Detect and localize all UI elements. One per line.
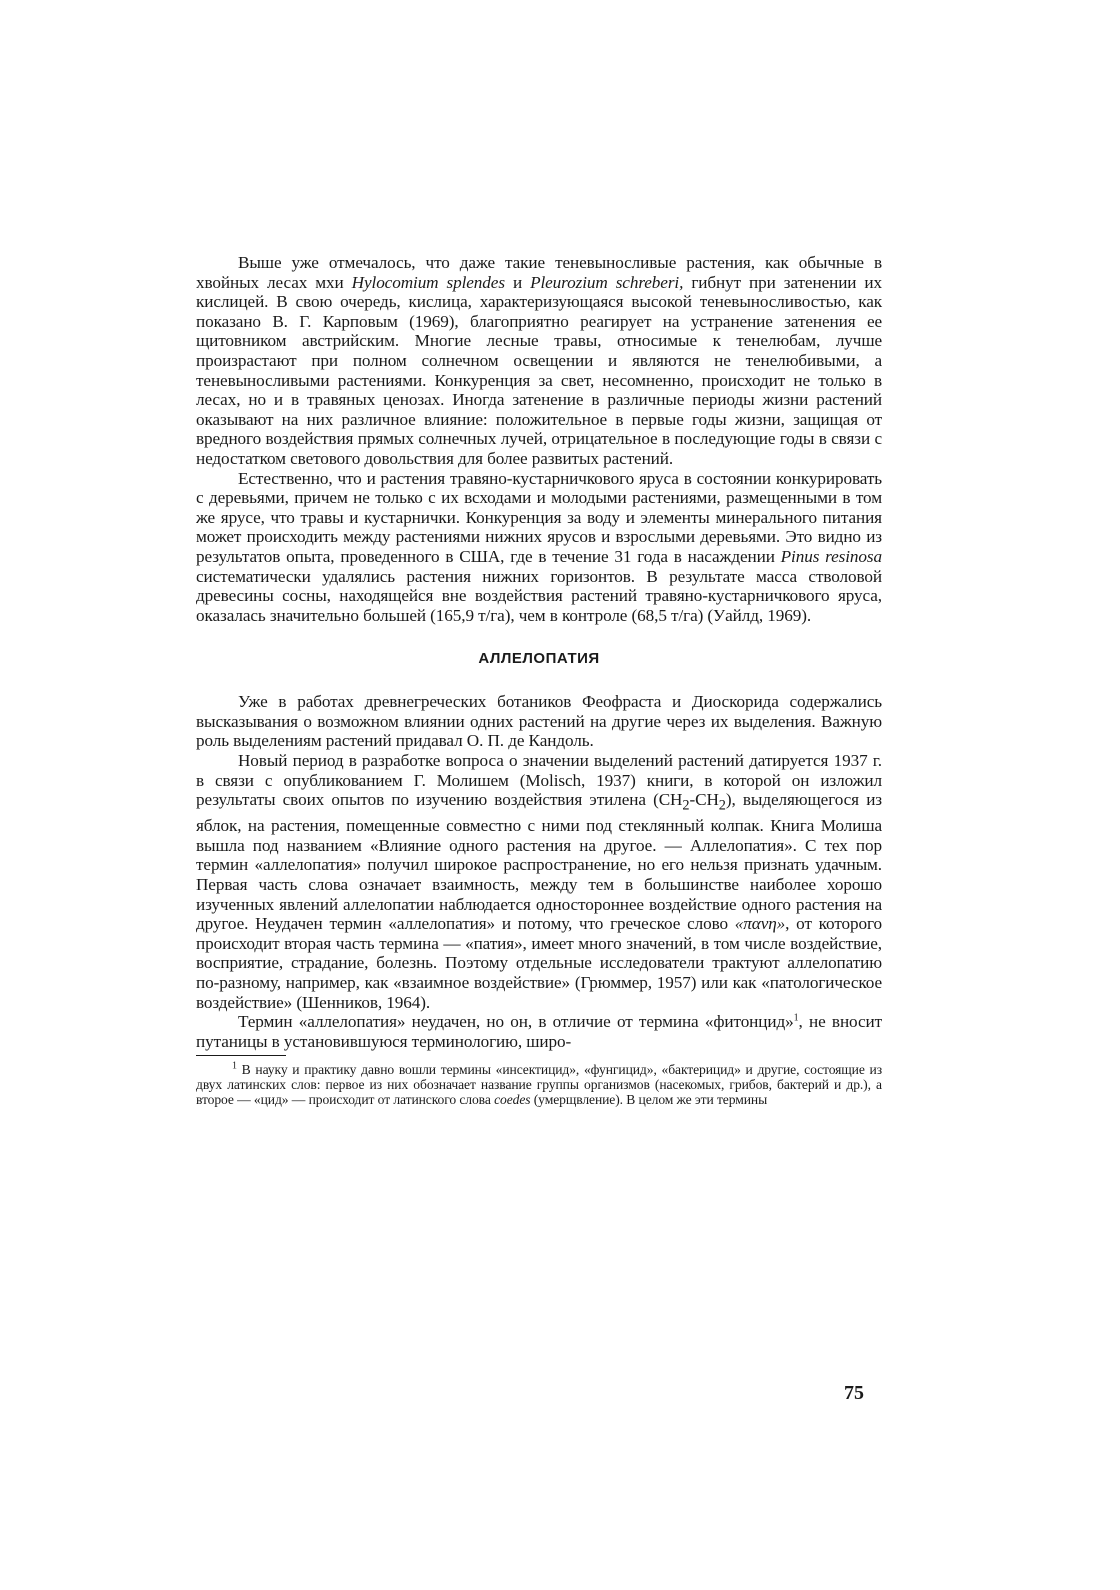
- paragraph: Новый период в разработке вопроса о значении выделений растений датируется 1937 г. в связи с опубликованием Г. Молишем (Molisch, 1937) книги, в которой он изложил результаты своих опытов по изучению воздействия этилена $(CH_2-CH_2)$, выделяющегося из яблок, на растения, помещенные совместно с ними под стеклянный колпак. Книга Молиша вышла под названием «Влияние одного растения на другое. — Аллелопатия». С тех пор термин «аллелопатия» получил широкое распространение, но его нельзя признать удачным. Первая часть слова означает взаимность, между тем в большинстве наиболее хорошо изученных явлений аллелопатии наблюдается одностороннее воздействие одного растения на другое. Неудачен термин «аллелопатия» и потому, что греческое слово «παvη», от которого происходит вторая часть термина — «патия», имеет много значений, в том числе воздействие, восприятие, страдание, болезнь. Поэтому отдельные исследователи трактуют аллелопатию по-разному, например, как «взаимное воздействие» (Грюммер, 1957) или как «патологическое воздействие» (Шенников, 1964).: [196, 751, 882, 1012]
- paragraph: Термин «аллелопатия» неудачен, но он, в отличие от термина «фитонцид»$^1$, не вносит путаницы в установившуюся терминологию, широ-: [196, 1012, 883, 1051]
- footnote-divider: [196, 1055, 286, 1056]
- section-heading: АЛЛЕЛОПАТИЯ: [478, 650, 600, 668]
- page-body: [196, 253, 882, 1107]
- paragraph: Выше уже отмечалось, что даже такие теневыносливые растения, как обычные в хвойных лесах мхи Hylocomium splendes и Pleurozium schreberi, гибнут при затенении их кислицей. В свою очередь, кислица, характеризующаяся высокой теневыносливостью, как показано В. Г. Карповым (1969), благоприятно реагирует на устранение затенения ее щитовником австрийским. Многие лесные травы, относимые к тенелюбам, лучше произрастают при полном солнечном освещении и являются не тенелюбивыми, а теневыносливыми растениями. Конкуренция за свет, несомненно, происходит не только в лесах, но и в травяных ценозах. Иногда затенение в различные периоды жизни растений оказывают на них различное влияние: положительное в первые годы жизни, защищая от вредного воздействия прямых солнечных лучей, отрицательное в последующие годы в связи с недостатком светового довольствия для более развитых растений.: [196, 253, 883, 468]
- paragraph: Уже в работах древнегреческих ботаников Феофраста и Диоскорида содержались высказывания о возможном влиянии одних растений на другие через их выделения. Важную роль выделениям растений придавал О. П. де Кандоль.: [196, 692, 882, 751]
- footnote: $^1$ В науку и практику давно вошли термины «инсектицид», «фунгицид», «бактерицид» и другие, состоящие из двух латинских слов: первое из них обозначает название группы организмов (насекомых, грибов, бактерий и др.), а второе — «цид» — происходит от латинского слова coedes (умерщвление). В целом же эти термины: [196, 1060, 882, 1108]
- footnote-marker: 1: [232, 1060, 237, 1072]
- page-number: 75: [844, 1382, 864, 1404]
- paragraph: Естественно, что и растения травяно-кустарничкового яруса в состоянии конкурировать с деревьями, причем не только с их всходами и молодыми растениями, размещенными в том же ярусе, что травы и кустарнички. Конкуренция за воду и элементы минерального питания может происходить между растениями нижних ярусов и взрослыми деревьями. Это видно из результатов опыта, проведенного в США, где в течение 31 года в насаждении Pinus resinosa систематически удалялись растения нижних горизонтов. В результате масса стволовой древесины сосны, находящейся вне воздействия растений травяно-кустарничкового яруса, оказалась значительно большей (165,9 т/га), чем в контроле (68,5 т/га) (Уайлд, 1969).: [196, 468, 882, 625]
- footnote-ref[interactable]: 1: [793, 1012, 799, 1024]
